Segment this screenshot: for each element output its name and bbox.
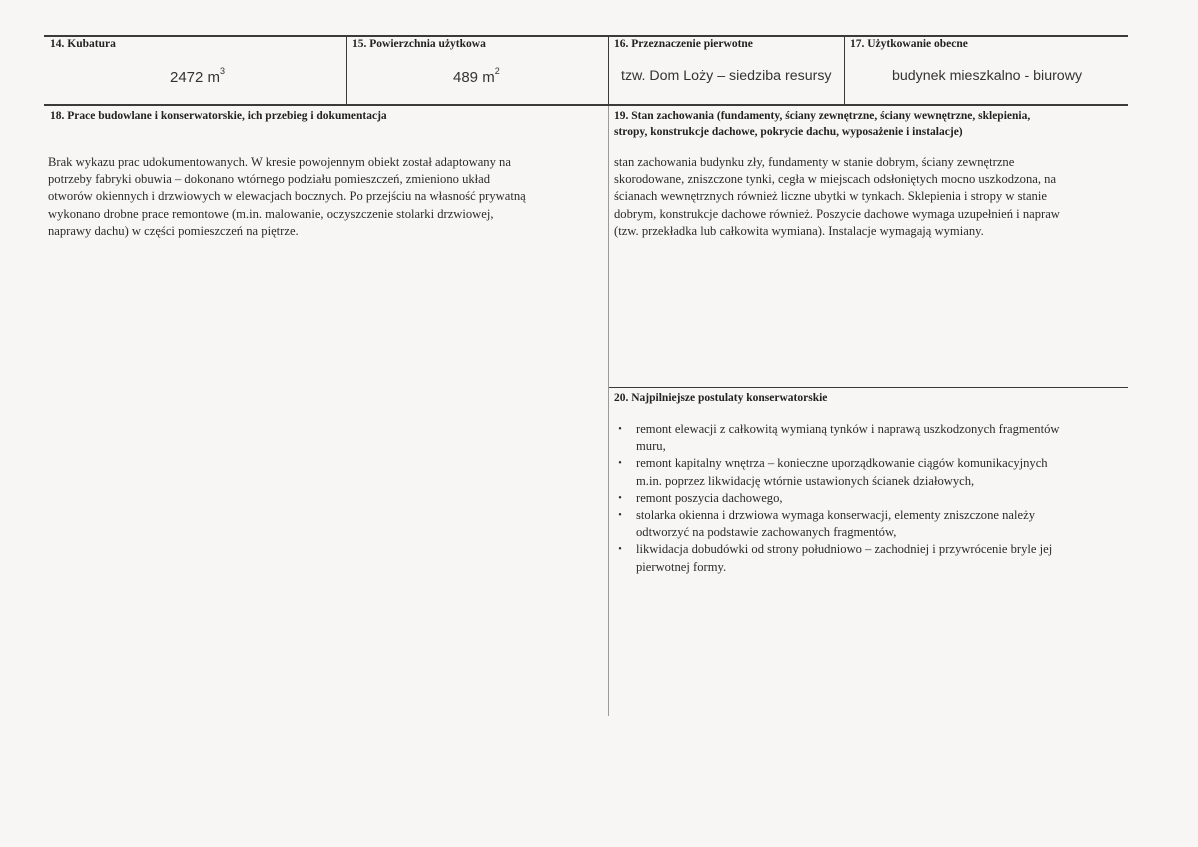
list-item-line: remont poszycia dachowego, — [636, 490, 783, 505]
section-18-line: otworów okiennych i drzwiowych w elewacjach bocznych. Po przejściu na własność prywatną — [48, 189, 526, 204]
field-15-value-text: 489 m — [453, 69, 495, 86]
field-15-value — [453, 68, 500, 86]
field-14-value — [170, 68, 225, 86]
list-item-line: remont kapitalny wnętrza – konieczne uporządkowanie ciągów komunikacyjnych — [636, 456, 1048, 471]
field-16-value: tzw. Dom Loży – siedziba resursy — [621, 68, 832, 84]
section-20-list — [614, 421, 1124, 576]
section-18-line: potrzeby fabryki obuwia – dokonano wtórnego podziału pomieszczeń, zmieniono układ — [48, 172, 491, 187]
section-20-top-line — [609, 387, 1128, 388]
section-18-text — [48, 154, 526, 240]
section-20-label: 20. Najpilniejsze postulaty konserwatorskie — [614, 392, 828, 404]
field-17-label: 17. Użytkowanie obecne — [850, 38, 968, 50]
list-item-line: odtworzyć na podstawie zachowanych fragmentów, — [636, 525, 897, 540]
divider-14-15 — [346, 35, 347, 106]
section-19-label-line-1: 19. Stan zachowania (fundamenty, ściany zewnętrzne, ściany wewnętrzne, sklepienia, — [614, 110, 1031, 122]
list-item — [614, 455, 1124, 489]
section-18-line: naprawy dachu) w części pomieszczeń na piętrze. — [48, 223, 299, 238]
list-item-line: stolarka okienna i drzwiowa wymaga konserwacji, elementy zniszczone należy — [636, 508, 1035, 523]
divider-15-16 — [608, 35, 609, 106]
field-14-label: 14. Kubatura — [50, 38, 116, 50]
list-item — [614, 507, 1124, 541]
field-15-unit-exponent: 2 — [494, 66, 500, 76]
top-border-line — [44, 35, 1128, 37]
list-item-line: m.in. poprzez likwidację wtórnie ustawionych ścianek działowych, — [636, 473, 975, 488]
section-19-line: ścianach wewnętrznych również liczne ubytki w tynkach. Sklepienia i stropy w stanie — [614, 189, 1047, 204]
divider-16-17 — [844, 35, 845, 106]
bullet-icon: • — [618, 458, 622, 470]
list-item-line: likwidacja dobudówki od strony południowo – zachodniej i przywrócenie bryle jej — [636, 542, 1053, 557]
field-15-label: 15. Powierzchnia użytkowa — [352, 38, 486, 50]
section-18-line: wykonano drobne prace remontowe (m.in. malowanie, oczyszczenie stolarki drzwiowej, — [48, 206, 494, 221]
field-14-unit-exponent: 3 — [220, 66, 226, 76]
field-17-value: budynek mieszkalno - biurowy — [892, 68, 1083, 84]
list-item — [614, 541, 1124, 575]
list-item-line: pierwotnej formy. — [636, 559, 727, 574]
list-item-line: remont elewacji z całkowitą wymianą tynków i naprawą uszkodzonych fragmentów — [636, 422, 1060, 436]
section-19-label-line-2: stropy, konstrukcje dachowe, pokrycie dachu, wyposażenie i instalacje) — [614, 126, 963, 138]
field-14-value-text: 2472 m — [170, 69, 221, 86]
list-item — [614, 421, 1124, 455]
list-item — [614, 490, 1124, 507]
field-16-label: 16. Przeznaczenie pierwotne — [614, 38, 753, 50]
section-19-line: stan zachowania budynku zły, fundamenty w stanie dobrym, ściany zewnętrzne — [614, 155, 1015, 169]
bullet-icon: • — [618, 544, 622, 556]
bullet-icon: • — [618, 492, 622, 504]
section-19-line: dobrym, konstrukcje dachowe również. Poszycie dachowe wymaga uzupełnień i napraw — [614, 206, 1060, 221]
bullet-icon: • — [618, 424, 622, 435]
divider-18-19 — [608, 106, 609, 716]
bullet-icon: • — [618, 510, 622, 522]
section-19-text — [614, 154, 1060, 240]
section-19-line: (tzw. przekładka lub całkowita wymiana). Instalacje wymagają wymiany. — [614, 223, 984, 238]
section-18-label: 18. Prace budowlane i konserwatorskie, ich przebieg i dokumentacja — [50, 110, 387, 122]
section-18-line: Brak wykazu prac udokumentowanych. W kresie powojennym obiekt został adaptowany na — [48, 155, 511, 169]
section-19-line: skorodowane, zniszczone tynki, cegła w miejscach odsłoniętych mocno uszkodzona, na — [614, 172, 1057, 187]
list-item-line: muru, — [636, 439, 666, 454]
header-row-bottom-line — [44, 104, 1128, 106]
